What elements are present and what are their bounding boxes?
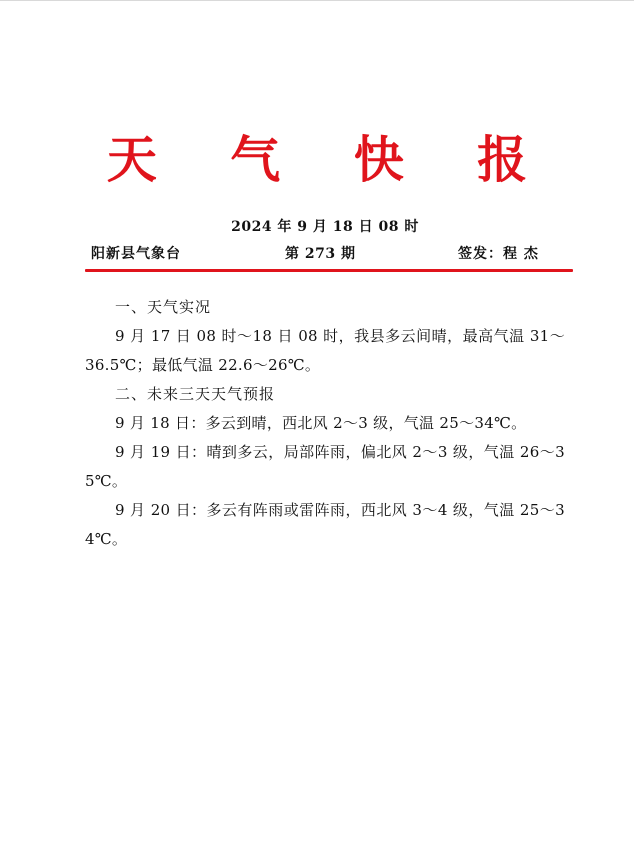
bulletin-title: 天 气 快 报 — [106, 130, 556, 189]
issue-date: 2024 年 9 月 18 日 08 时 — [231, 219, 419, 235]
bulletin-body — [85, 293, 565, 554]
forecast-heading: 二、未来三天天气预报 — [115, 385, 276, 403]
issuing-agency: 阳新县气象台 — [91, 246, 181, 262]
bulletin-meta-row — [91, 243, 561, 265]
red-divider — [85, 269, 573, 272]
signer: 签发：程 杰 — [458, 246, 539, 262]
forecast-day-1: 9 月 18 日：多云到晴，西北风 2～3 级，气温 25～34℃。 — [115, 414, 527, 432]
observation-heading: 一、天气实况 — [115, 298, 212, 316]
issue-number: 第 273 期 — [285, 246, 356, 262]
observation-paragraph: 9 月 17 日 08 时～18 日 08 时，我县多云间晴，最高气温 31～36.5℃；最低气温 22.6～26℃。 — [85, 327, 565, 374]
forecast-day-2: 9 月 19 日：晴到多云，局部阵雨，偏北风 2～3 级，气温 26～35℃。 — [85, 443, 565, 490]
forecast-day-3: 9 月 20 日：多云有阵雨或雷阵雨，西北风 3～4 级，气温 25～34℃。 — [85, 501, 565, 548]
